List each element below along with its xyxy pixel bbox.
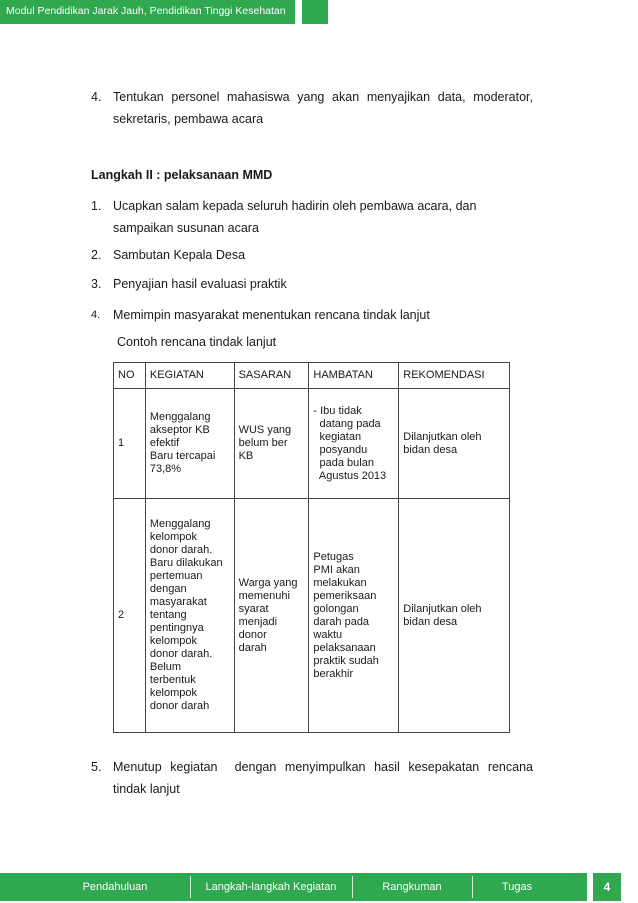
step-text: Sambutan Kepala Desa (113, 248, 246, 262)
module-title: Modul Pendidikan Jarak Jauh, Pendidikan Tinggi Kesehatan (6, 5, 286, 17)
sasaran-cell: WUS yang belum ber KB (234, 389, 309, 499)
list-item-text: Tentukan personel mahasiswa yang akan menyajikan data, moderator, sekretaris, pembawa acara (113, 90, 533, 126)
rekomendasi-cell: Dilanjutkan oleh bidan desa (399, 389, 510, 499)
hambatan-cell: - Ibu tidak datang pada kegiatan posyandu pada bulan Agustus 2013 (309, 389, 399, 499)
list-item-number: 5. (91, 760, 102, 774)
step-number: 2. (91, 248, 102, 262)
step-text: Penyajian hasil evaluasi praktik (113, 277, 287, 291)
kegiatan-cell: Menggalang kelompok donor darah. Baru dilakukan pertemuan dengan masyarakat tentang pentingnya kelompok donor darah. Belum terbentuk kelompok donor darah (145, 499, 234, 733)
column-header: NO (114, 363, 146, 389)
row-number-cell: 2 (114, 499, 146, 733)
page-number: 4 (593, 873, 621, 901)
follow-up-plan-table (113, 362, 510, 733)
example-caption: Contoh rencana tindak lanjut (117, 335, 277, 349)
rekomendasi-cell: Dilanjutkan oleh bidan desa (399, 499, 510, 733)
table-row (114, 499, 510, 733)
list-item-text: Menutup kegiatan dengan menyimpulkan hasil kesepakatan rencana tindak lanjut (113, 760, 537, 796)
hambatan-cell: Petugas PMI akan melakukan pemeriksaan golongan darah pada waktu pelaksanaan praktik sudah berakhir (309, 499, 399, 733)
header-accent-block (302, 0, 328, 24)
step-number: 4. (91, 309, 101, 321)
section-heading: Langkah II : pelaksanaan MMD (91, 168, 273, 182)
step-text: Memimpin masyarakat menentukan rencana tindak lanjut (113, 308, 430, 322)
list-item-number: 4. (91, 90, 102, 104)
table-header-row (114, 363, 510, 389)
sasaran-cell: Warga yang memenuhi syarat menjadi donor darah (234, 499, 309, 733)
step-number: 3. (91, 277, 102, 291)
kegiatan-cell: Menggalang akseptor KB efektif Baru tercapai 73,8% (145, 389, 234, 499)
nav-langkah-kegiatan[interactable]: Langkah-langkah Kegiatan (205, 881, 337, 893)
step-number: 1. (91, 199, 102, 213)
column-header: REKOMENDASI (399, 363, 510, 389)
column-header: SASARAN (234, 363, 309, 389)
row-number-cell: 1 (114, 389, 146, 499)
nav-tugas[interactable]: Tugas (501, 881, 533, 893)
column-header: HAMBATAN (309, 363, 399, 389)
table-row (114, 389, 510, 499)
nav-rangkuman[interactable]: Rangkuman (382, 881, 442, 893)
step-text: Ucapkan salam kepada seluruh hadirin oleh pembawa acara, dan sampaikan susunan acara (113, 199, 477, 235)
column-header: KEGIATAN (145, 363, 234, 389)
nav-pendahuluan[interactable]: Pendahuluan (82, 881, 148, 893)
